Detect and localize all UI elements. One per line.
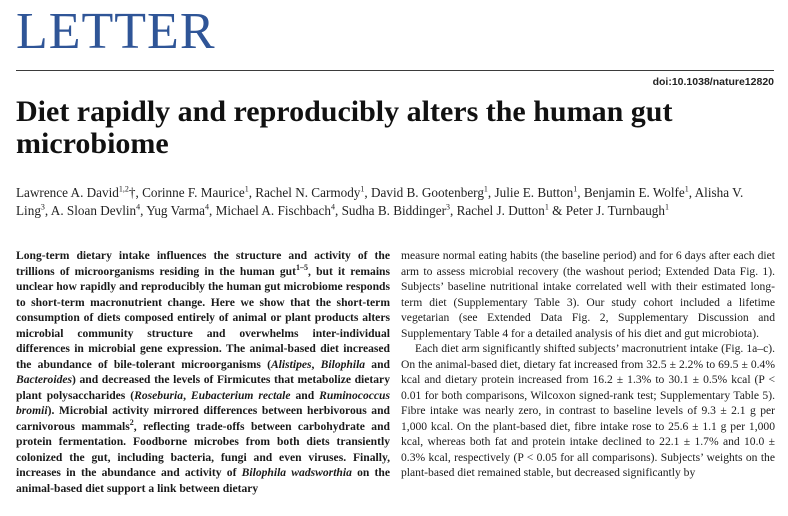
author-affiliation: 3 <box>40 202 45 212</box>
author-name: Corinne F. Maurice <box>142 185 245 200</box>
reference-citation: 1–5 <box>296 262 308 272</box>
abstract-text-run: , <box>183 388 191 402</box>
abstract-text-run: ). Microbial activity mirrored differences between herbivorous and carnivorous mammals <box>16 404 390 433</box>
author-affiliation: 1 <box>483 184 488 194</box>
abstract-text-run: and <box>365 357 391 371</box>
abstract-text-run: , reflecting trade-offs between carbohydrate and protein fermentation. Foodborne microbes from both diets transiently colonized the gut, including bacteria, fungi and even viruses. Finally, increases in the abundance and activity of <box>16 419 391 479</box>
abstract <box>16 248 390 496</box>
author-name: David B. Gootenberg <box>370 185 484 200</box>
author-affiliation: 1 <box>684 184 689 194</box>
doi[interactable]: doi:10.1038/nature12820 <box>652 76 774 88</box>
author-name: Rachel J. Dutton <box>456 202 545 218</box>
body-column <box>401 248 775 481</box>
abstract-text-run: on the animal-based diet support a link between dietary <box>16 466 390 495</box>
author-name: Yug Varma <box>146 202 205 218</box>
author-name: Peter J. Turnbaugh <box>565 202 665 218</box>
taxon-name: Roseburia <box>134 388 184 402</box>
author-name: Michael A. Fischbach <box>215 202 331 218</box>
abstract-text-run: and <box>290 388 320 402</box>
author-affiliation: 1 <box>544 202 549 212</box>
author-affiliation: 3 <box>445 202 450 212</box>
section-label: LETTER <box>16 3 216 60</box>
author-affiliation: 1 <box>244 184 249 194</box>
body-paragraph-1: measure normal eating habits (the baseline period) and for 6 days after each diet arm to assess microbial recovery (the washout period; Extended Data Fig. 1). Subjects’ baseline nutritional intake correlated well with their estimated long-term diet (Supplementary Table 3). Our study cohort included a lifetime vegetarian (see Extended Data Fig. 2, Supplementary Discussion and Supplementary Table 4 for a detailed analysis of his diet and gut microbiota). <box>401 249 775 340</box>
author-name: A. Sloan Devlin <box>50 202 137 218</box>
abstract-text-run: Long-term dietary intake influences the structure and activity of the trillions of microorganisms residing in the human gut <box>16 249 390 278</box>
taxon-name: Ruminococcus bromii <box>16 388 390 417</box>
abstract-text-run: , but it remains unclear how rapidly and reproducibly the human gut microbiome responds to short-term macronutrient change. Here we show that the short-term consumption of diets composed entirely of animal or plant products alters microbial community structure and overwhelms inter-individual differences in microbial gene expression. The animal-based diet increased the abundance of bile-tolerant microorganisms ( <box>16 264 391 371</box>
author-name: Benjamin E. Wolfe <box>583 185 685 200</box>
abstract-paragraph <box>16 248 390 496</box>
body-paragraph-2: Each diet arm significantly shifted subjects’ macronutrient intake (Fig. 1a–c). On the animal-based diet, dietary fat increased from 32.5 ± 2.2% to 69.5 ± 0.4% kcal and dietary protein increased from 16.2 ± 1.3% to 30.1 ± 0.5% kcal (P < 0.01 for both comparisons, Wilcoxon signed-rank test; Supplementary Table 5). Fibre intake was nearly zero, in contrast to baseline levels of 9.3 ± 2.1 g per 1,000 kcal. On the plant-based diet, fibre intake rose to 25.6 ± 1.1 g per 1,000 kcal, whereas both fat and protein intake declined to 22.1 ± 1.7% and 10.0 ± 0.3% kcal, respectively (P < 0.05 for all comparisons). Subjects’ weights on the plant-based diet remained stable, but decreased significantly by <box>401 342 775 479</box>
author-list: Lawrence A. David$^{1,2}$†, Corinne F. Maurice$^1$, Rachel N. Carmody$^1$, David B. Gootenberg$^1$, Julie E. Button$^1$, Benjamin E. Wolfe$^1$, Alisha V. Ling$^3$, A. Sloan Devlin$^4$, Yug Varma$^4$, Michael A. Fischbach$^4$, Sudha B. Biddinger$^3$, Rachel J. Dutton$^1$ & Peter J. Turnbaugh$^1$ <box>16 184 744 218</box>
reference-citation: 2 <box>129 417 134 427</box>
author-affiliation: 1 <box>664 202 669 212</box>
abstract-text-run: , <box>311 357 321 371</box>
taxon-name: Alistipes <box>270 357 312 371</box>
author-name: Sudha B. Biddinger <box>341 202 446 218</box>
author-name: Rachel N. Carmody <box>255 185 361 200</box>
taxon-name: Bacteroides <box>16 373 73 386</box>
author-affiliation: 4 <box>330 202 335 212</box>
author-affiliation: 1 <box>573 184 578 194</box>
author-name: Alisha V. Ling <box>16 185 744 218</box>
author-name: Lawrence A. David <box>16 185 119 200</box>
taxon-name: Eubacterium rectale <box>190 388 291 402</box>
abstract-text-run: ) and decreased the levels of Firmicutes that metabolize dietary plant polysaccharides ( <box>16 373 390 402</box>
author-mark: † <box>128 185 136 200</box>
taxon-name: Bilophila wadsworthia <box>241 466 352 479</box>
taxon-name: Bilophila <box>320 357 366 371</box>
header-rule <box>16 70 774 71</box>
author-affiliation: 1 <box>360 184 365 194</box>
author-affiliation: 1,2 <box>118 184 129 194</box>
article-title: Diet rapidly and reproducibly alters the human gut microbiome <box>16 95 673 160</box>
author-name: Julie E. Button <box>494 185 574 200</box>
author-affiliation: 4 <box>205 202 209 212</box>
author-affiliation: 4 <box>136 202 141 212</box>
